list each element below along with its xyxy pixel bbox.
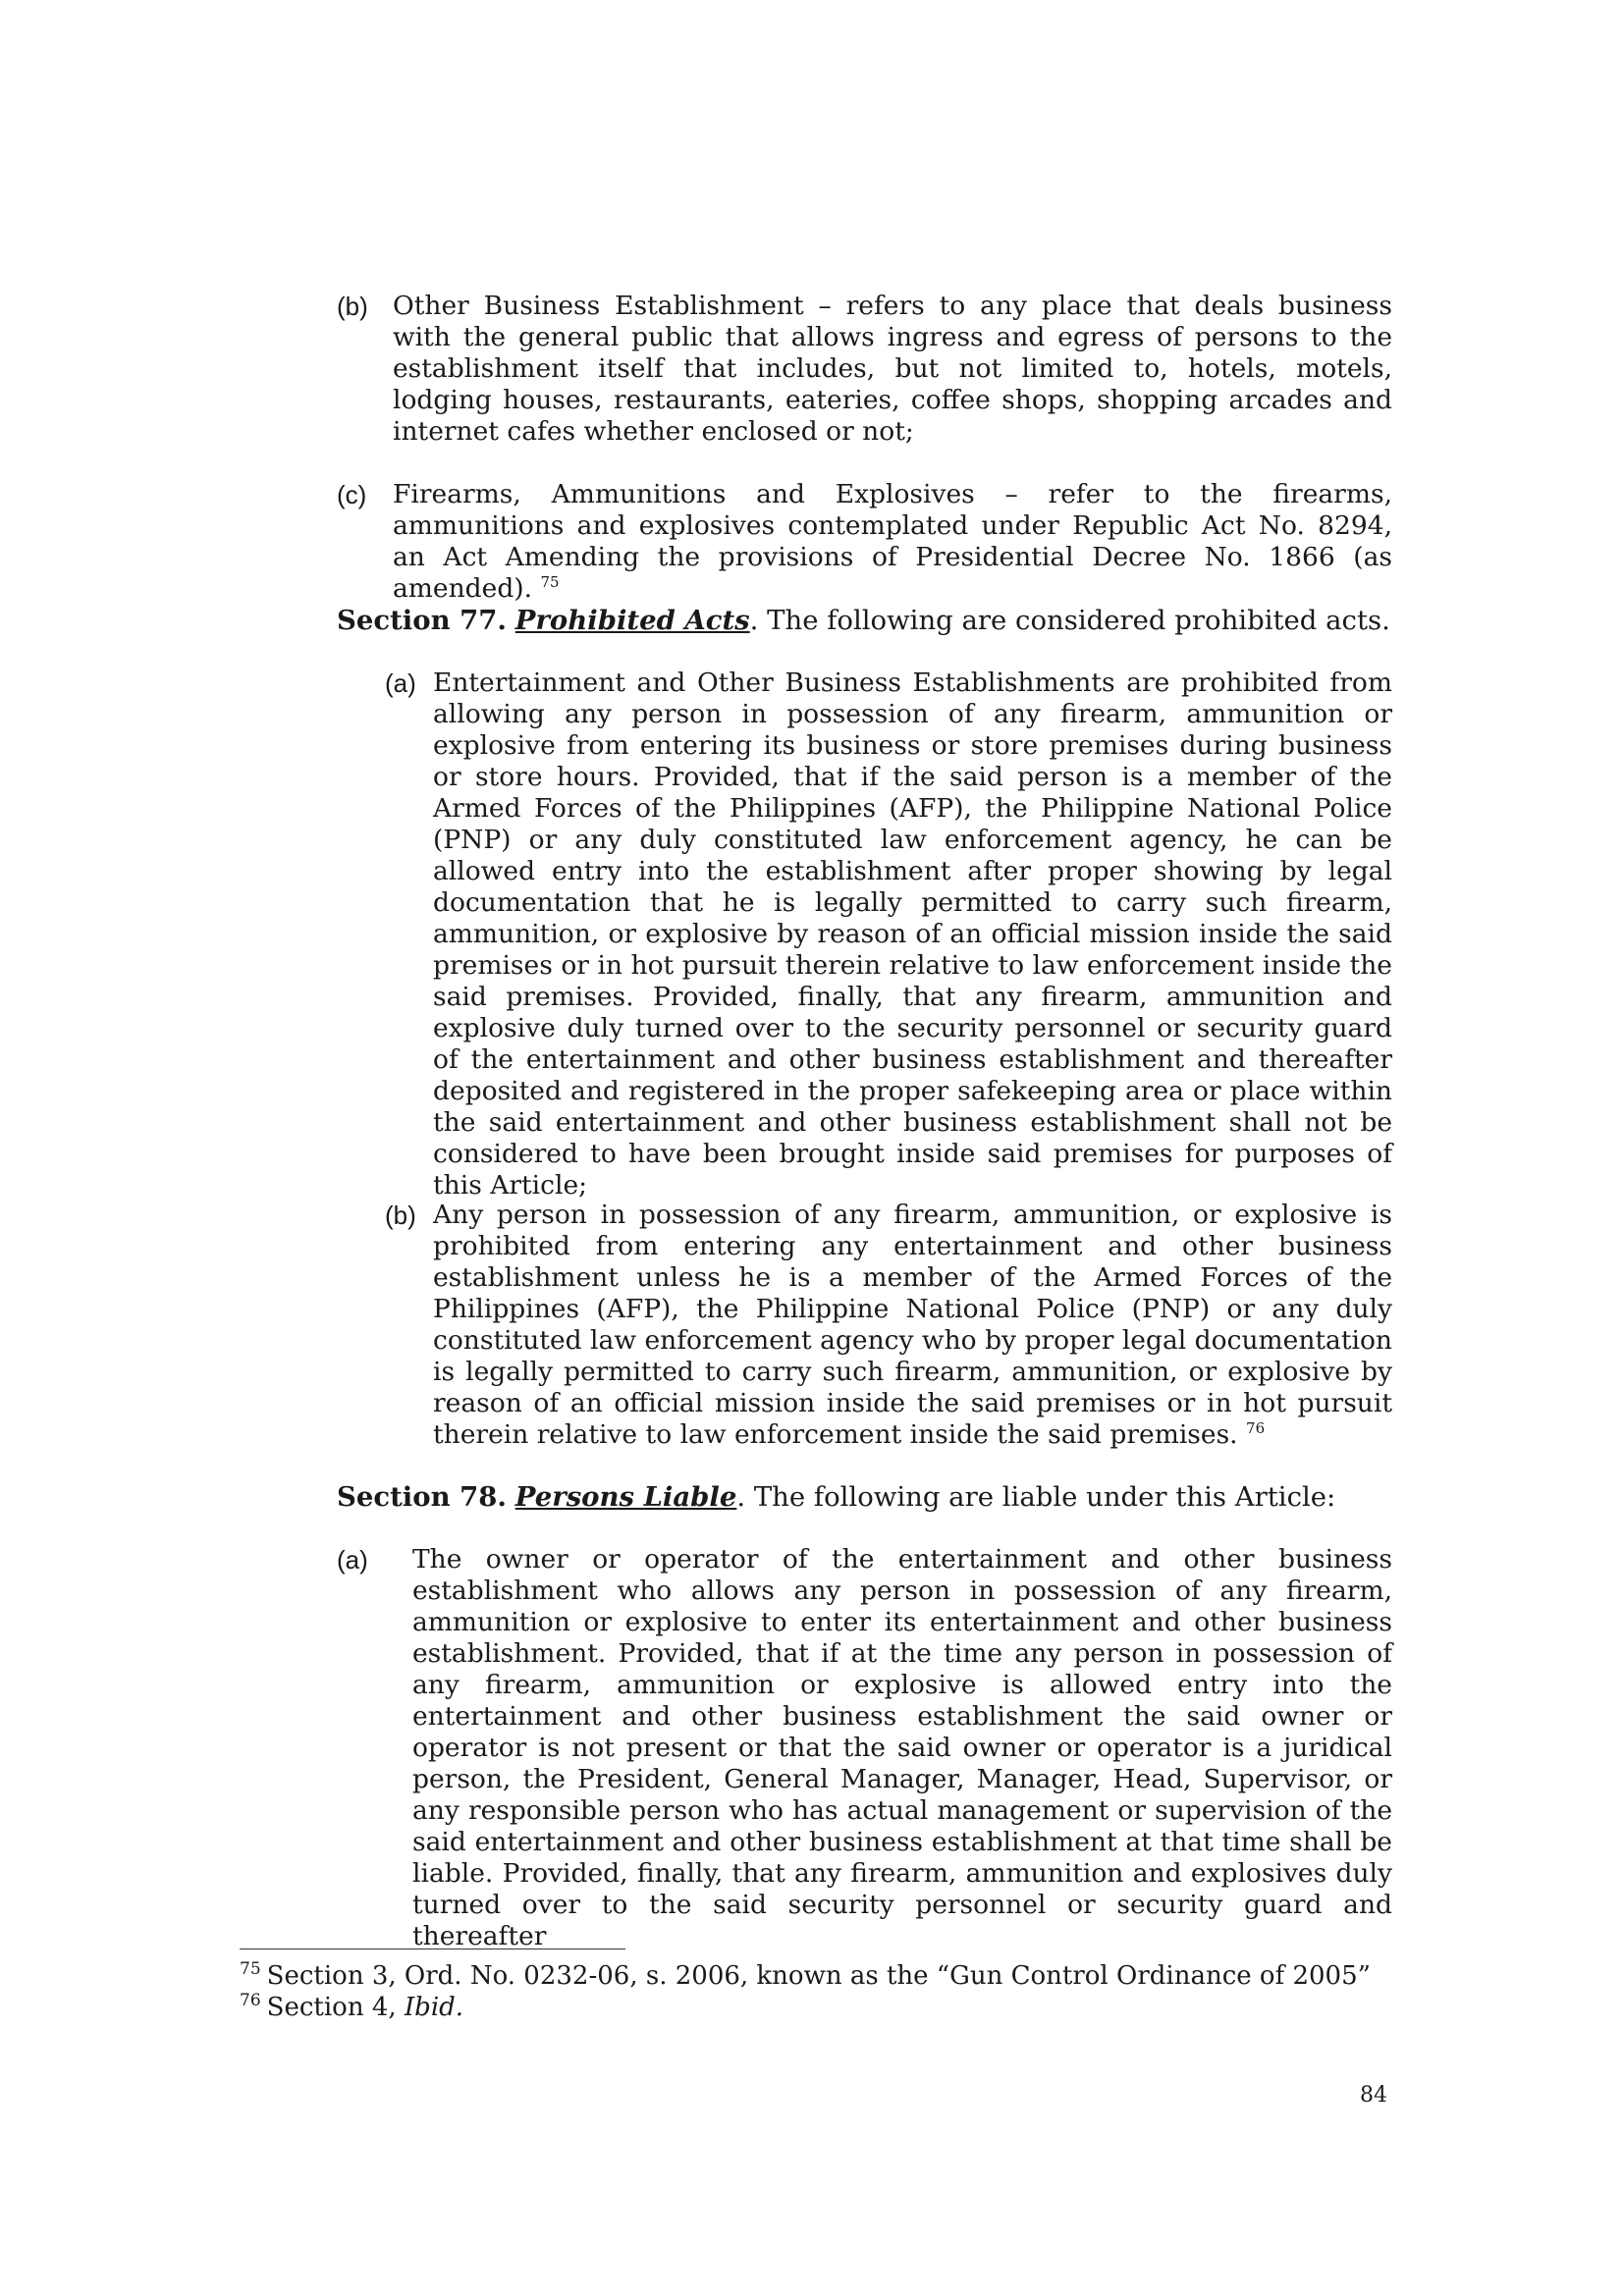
footnote-text: Section 3, Ord. No. 0232-06, s. 2006, known as the “Gun Control Ordinance of 2005” bbox=[266, 1961, 1371, 1991]
section-77-heading bbox=[337, 604, 1397, 637]
section-77-item-b bbox=[433, 1200, 1392, 1451]
section-78-item-a bbox=[412, 1544, 1392, 1952]
page-number: 84 bbox=[1360, 2083, 1387, 2108]
footnote-text: Section 4, bbox=[266, 1993, 397, 2022]
item-text: The owner or operator of the entertainment and other business establishment who allows any person in possession of any firearm, ammunition or explosive to enter its entertainment and other business establishment. Provided, that if at the time any person in possession of any firearm, ammunition or explosive is allowed entry into the entertainment and other business establishment the said owner or operator is not present or that the said owner or operator is a juridical person, the President, General Manager, Manager, Head, Supervisor, or any responsible person who has actual management or supervision of the said entertainment and other business establishment at that time shall be liable. Provided, finally, that any firearm, ammunition and explosives duly turned over to the said security personnel or security guard and thereafter bbox=[412, 1544, 1392, 1951]
definition-label-b: (b) bbox=[337, 292, 368, 321]
section-intro: . The following are liable under this Article: bbox=[736, 1481, 1336, 1513]
definition-text: Firearms, Ammunitions and Explosives – refer to the firearms, ammunitions and explosives contemplated under Republic Act No. 8294, an Act Amending the provisions of Presidential Decree No. 1866 (as amended). bbox=[393, 479, 1392, 604]
definition-other-business-establishment bbox=[393, 291, 1392, 448]
section-number: Section 78. bbox=[337, 1481, 508, 1513]
footnote-number: 76 bbox=[240, 1991, 261, 2011]
definition-text: Other Business Establishment – refers to any place that deals business with the general public that allows ingress and egress of persons to the establishment itself that includes, but not limited to, hotels, motels, lodging houses, restaurants, eateries, coffee shops, shopping arcades and internet cafes whether enclosed or not; bbox=[393, 291, 1392, 447]
footnote-76 bbox=[240, 1992, 463, 2023]
footnote-75 bbox=[240, 1960, 1371, 1992]
definition-label-c: (c) bbox=[337, 480, 367, 509]
section-title: Prohibited Acts bbox=[514, 605, 750, 636]
footnote-ref-76[interactable]: 76 bbox=[1246, 1419, 1266, 1438]
item-label-77a: (a) bbox=[385, 668, 416, 698]
section-title: Persons Liable bbox=[514, 1481, 737, 1513]
item-label-77b: (b) bbox=[385, 1201, 416, 1230]
footnote-ref-75[interactable]: 75 bbox=[540, 573, 560, 592]
item-text: Entertainment and Other Business Establishments are prohibited from allowing any person in possession of any firearm, ammunition or explosive from entering its business or store premises during business or store hours. Provided, that if the said person is a member of the Armed Forces of the Philippines (AFP), the Philippine National Police (PNP) or any duly constituted law enforcement agency, he can be allowed entry into the establishment after proper showing by legal documentation that he is legally permitted to carry such firearm, ammunition, or explosive by reason of an official mission inside the said premises or in hot pursuit therein relative to law enforcement inside the said premises. Provided, finally, that any firearm, ammunition and explosive duly turned over to the security personnel or security guard of the entertainment and other business establishment and thereafter deposited and registered in the proper safekeeping area or place within the said entertainment and other business establishment shall not be considered to have been brought inside said premises for purposes of this Article; bbox=[433, 667, 1392, 1201]
footnote-emphasis: Ibid. bbox=[404, 1993, 464, 2022]
item-text: Any person in possession of any firearm, ammunition, or explosive is prohibited from entering any entertainment and other business establishment unless he is a member of the Armed Forces of the Philippines (AFP), the Philippine National Police (PNP) or any duly constituted law enforcement agency who by proper legal documentation is legally permitted to carry such firearm, ammunition, or explosive by reason of an official mission inside the said premises or in hot pursuit therein relative to law enforcement inside the said premises. bbox=[433, 1200, 1392, 1450]
section-number: Section 77. bbox=[337, 605, 508, 636]
section-77-item-a bbox=[433, 667, 1392, 1201]
item-label-78a: (a) bbox=[337, 1545, 368, 1575]
footnote-number: 75 bbox=[240, 1959, 261, 1980]
section-intro: . The following are considered prohibited acts. bbox=[749, 605, 1390, 636]
definition-firearms-ammunitions-explosives bbox=[393, 479, 1392, 605]
section-78-heading bbox=[337, 1480, 1397, 1514]
